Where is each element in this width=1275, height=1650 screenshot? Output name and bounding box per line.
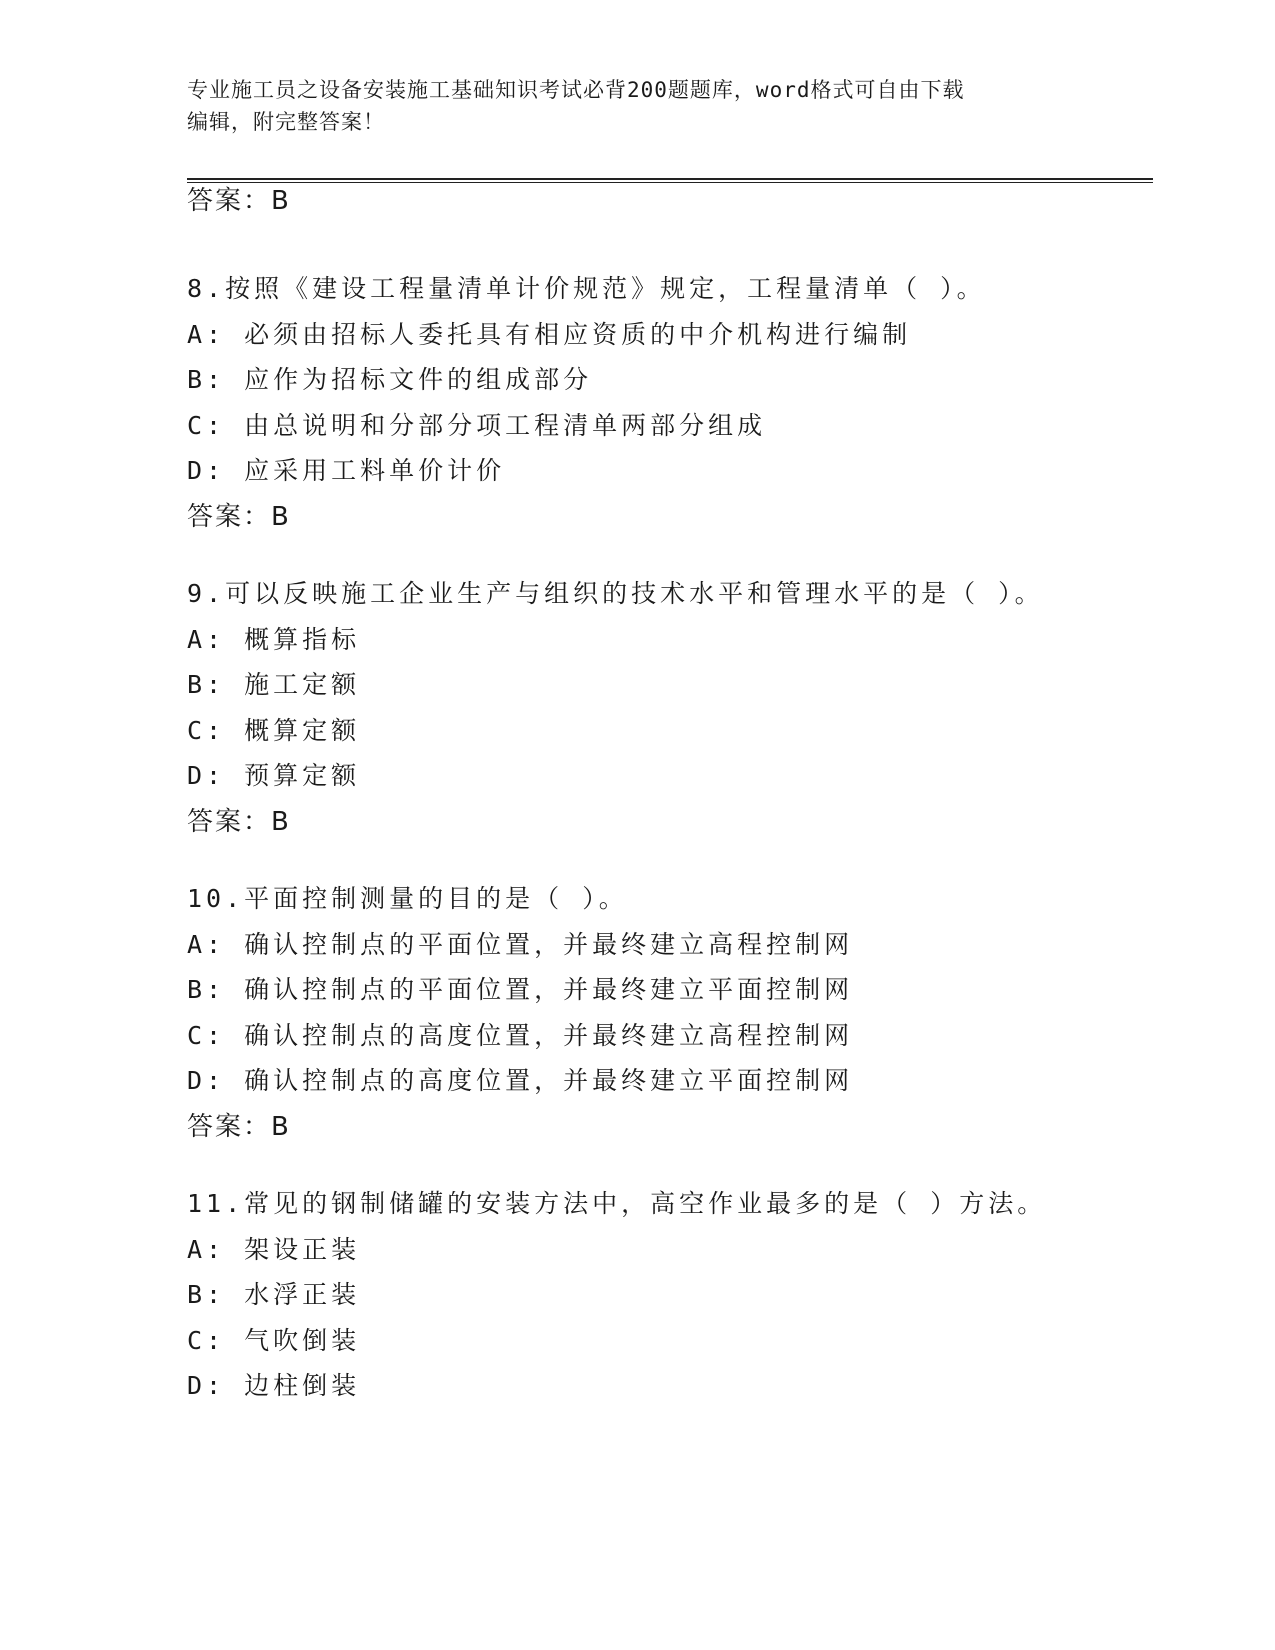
answer-label: 答案: [187, 806, 244, 837]
option-a: A: 架设正装: [187, 1234, 361, 1264]
option-b: B: 应作为招标文件的组成部分: [187, 365, 593, 394]
question-stem: 8.按照《建设工程量清单计价规范》规定，工程量清单（ ）。: [187, 274, 986, 303]
answer-separator: ：: [243, 806, 272, 837]
answer-value: B: [271, 186, 291, 216]
question-stem: 9.可以反映施工企业生产与组织的技术水平和管理水平的是（ ）。: [187, 579, 1044, 608]
option-d: D: 确认控制点的高度位置，并最终建立平面控制网: [187, 1066, 854, 1095]
document-header: [187, 74, 1067, 138]
header-line-1: 专业施工员之设备安装施工基础知识考试必背200题题库，word格式可自由下载: [187, 78, 965, 102]
question-8: [187, 266, 1187, 540]
option-c: C: 确认控制点的高度位置，并最终建立高程控制网: [187, 1020, 854, 1050]
option-c: C: 概算定额: [187, 715, 361, 745]
answer-value: B: [271, 501, 291, 532]
answer-line: [187, 494, 1187, 540]
option-c: C: 气吹倒装: [187, 1325, 361, 1355]
option-a: A: 概算指标: [187, 624, 361, 654]
answer-label: 答案: [187, 1111, 244, 1142]
answer-separator: ：: [243, 186, 272, 216]
answer-label: 答案: [187, 186, 244, 216]
answer-label: 答案: [187, 501, 244, 532]
answer-line: [187, 1104, 1187, 1150]
option-d: D: 应采用工料单价计价: [187, 456, 506, 485]
option-b: B: 施工定额: [187, 670, 361, 699]
answer-separator: ：: [243, 501, 272, 532]
option-a: A: 确认控制点的平面位置，并最终建立高程控制网: [187, 929, 854, 959]
header-line-2: 编辑，附完整答案！: [187, 110, 385, 134]
option-b: B: 确认控制点的平面位置，并最终建立平面控制网: [187, 975, 854, 1004]
answer-separator: ：: [243, 1111, 272, 1142]
answer-line: [187, 178, 1187, 224]
question-stem: 11.常见的钢制储罐的安装方法中，高空作业最多的是（ ）方法。: [187, 1189, 1047, 1218]
question-stem: 10.平面控制测量的目的是（ ）。: [187, 884, 628, 913]
answer-line: [187, 799, 1187, 845]
question-9: [187, 571, 1187, 845]
question-10: [187, 876, 1187, 1150]
option-c: C: 由总说明和分部分项工程清单两部分组成: [187, 410, 767, 440]
question-11: [187, 1181, 1187, 1409]
previous-answer-block: [187, 178, 1187, 224]
answer-value: B: [271, 1111, 291, 1142]
option-a: A: 必须由招标人委托具有相应资质的中介机构进行编制: [187, 319, 912, 349]
answer-value: B: [271, 806, 291, 837]
option-d: D: 边柱倒装: [187, 1371, 361, 1400]
option-b: B: 水浮正装: [187, 1280, 361, 1309]
option-d: D: 预算定额: [187, 761, 361, 790]
